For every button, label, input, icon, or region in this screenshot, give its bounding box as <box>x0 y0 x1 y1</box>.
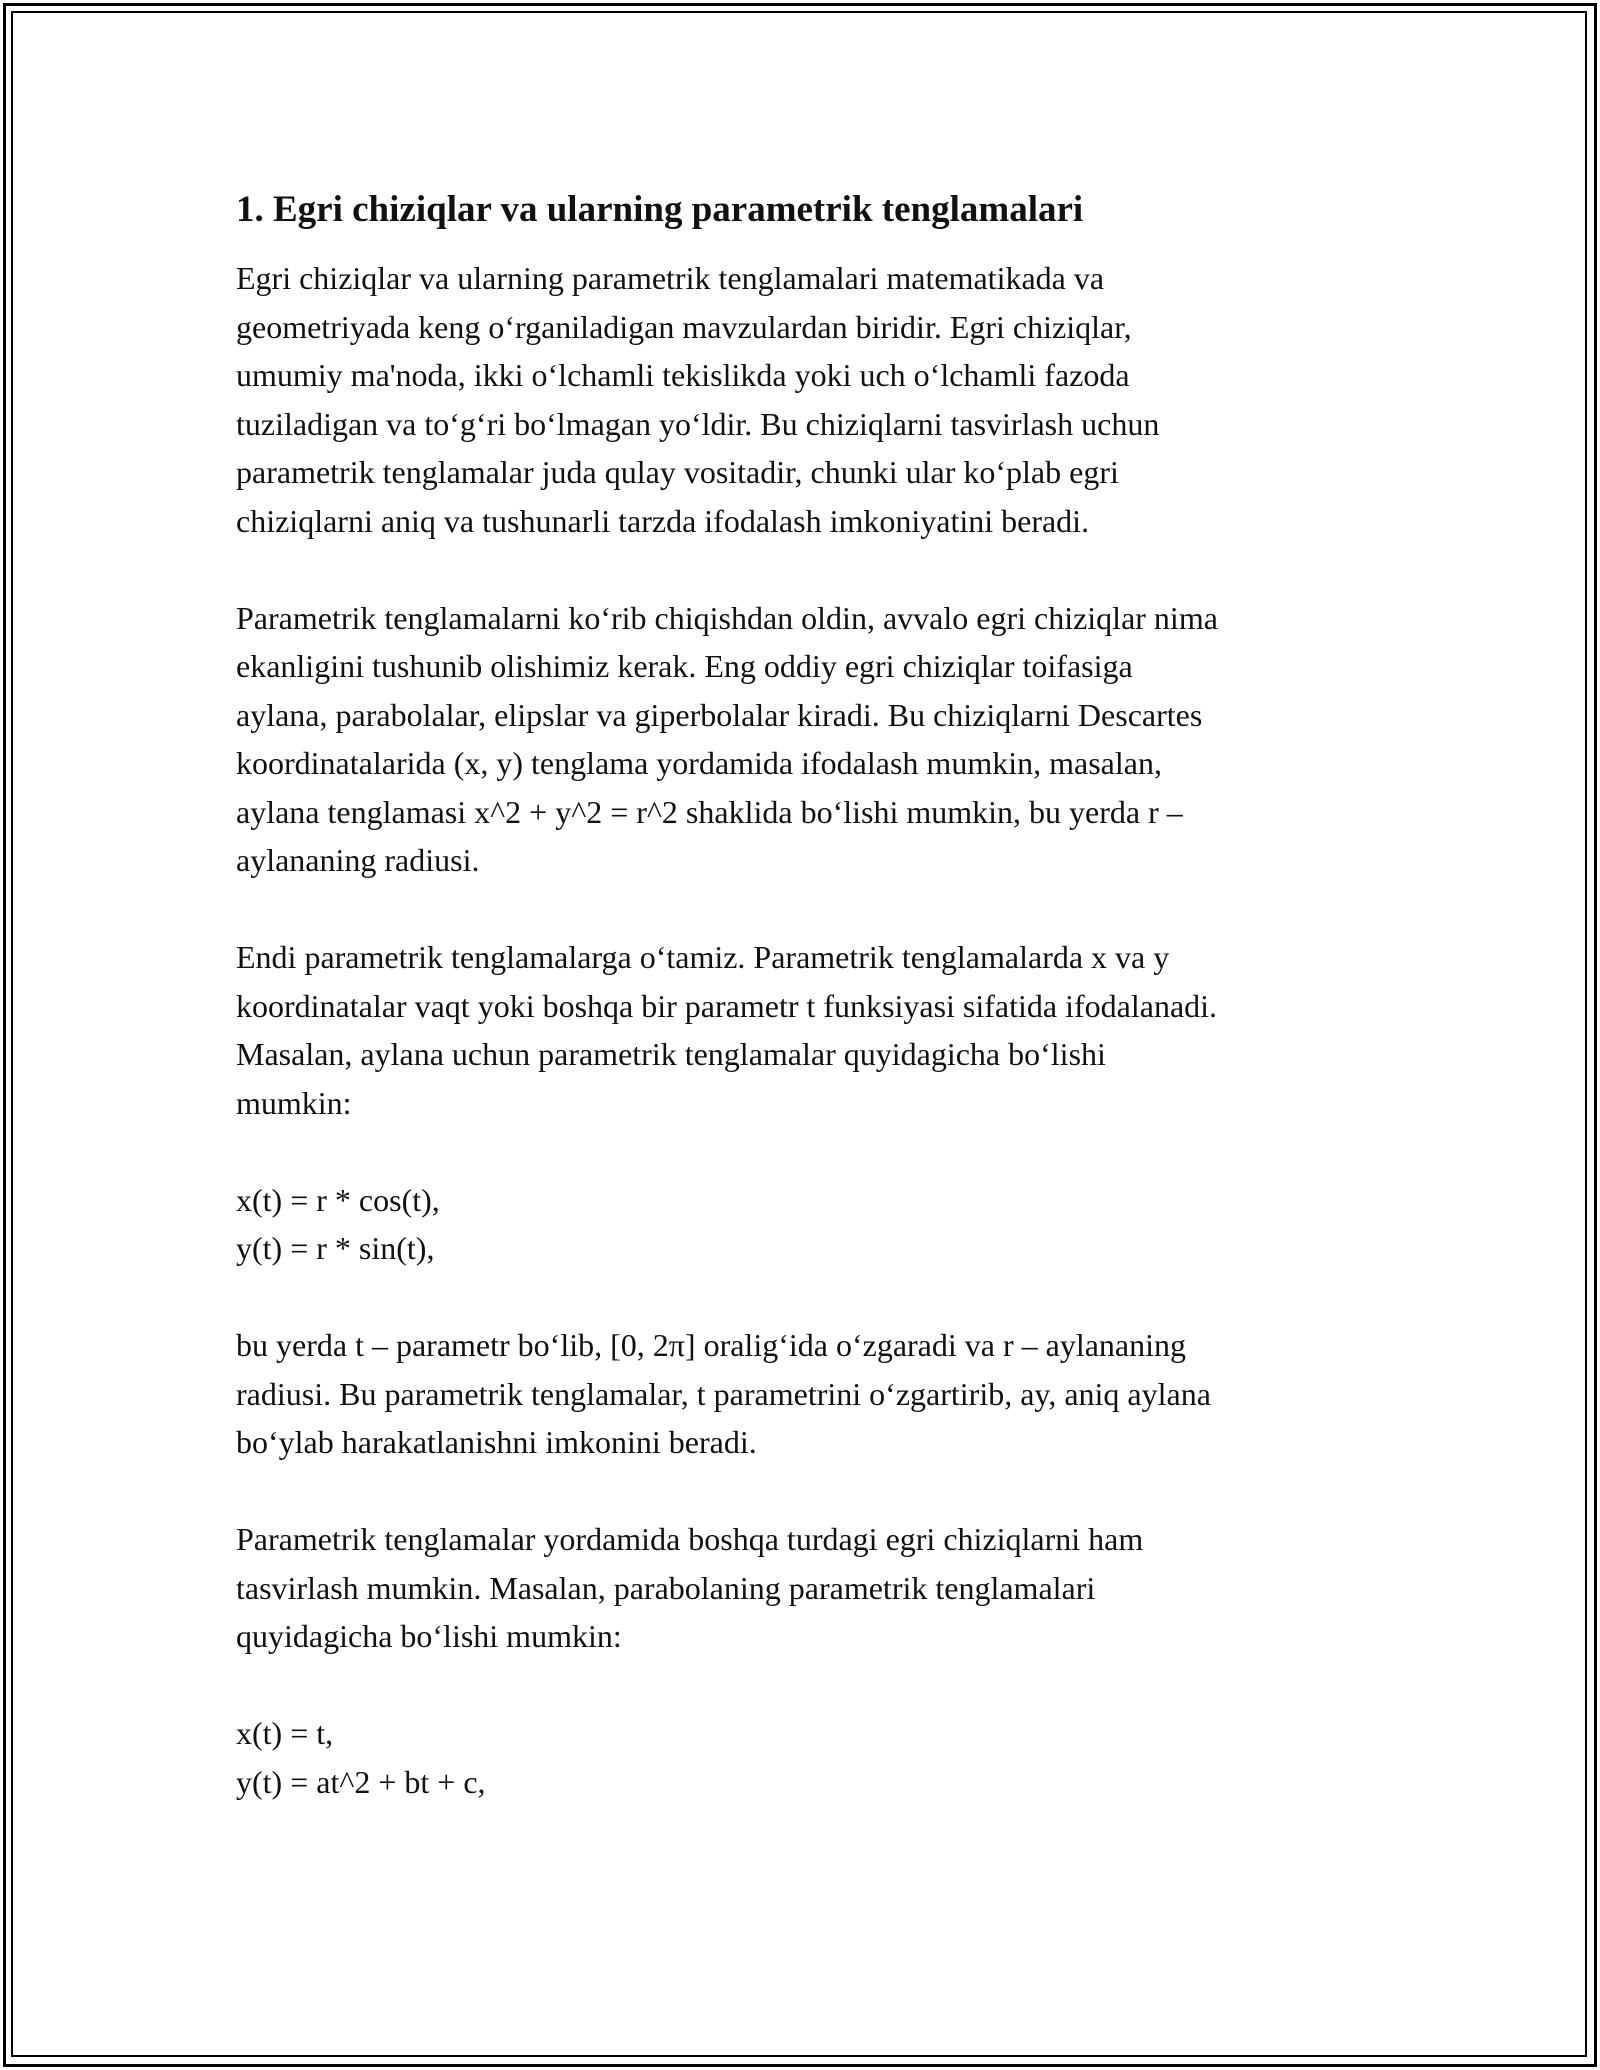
text-line: Parametrik tenglamalar yordamida boshqa turdagi egri chiziqlarni ham <box>236 1521 1144 1557</box>
text-line: tasvirlash mumkin. Masalan, parabolaning parametrik tenglamalari <box>236 1569 1096 1606</box>
text-line: geometriyada keng o‘rganiladigan mavzulardan biridir. Egri chiziqlar, <box>236 308 1132 345</box>
section-heading: 1. Egri chiziqlar va ularning parametrik tenglamalari <box>236 189 1084 230</box>
paragraph-parabola <box>236 1515 1376 1661</box>
text-line: aylananing radiusi. <box>236 842 480 878</box>
document-body <box>236 186 1376 1855</box>
text-line: Parametrik tenglamalarni ko‘rib chiqishdan oldin, avvalo egri chiziqlar nima <box>236 599 1218 636</box>
text-line: chiziqlarni aniq va tushunarli tarzda ifodalash imkoniyatini beradi. <box>236 502 1090 539</box>
formula-circle <box>236 1176 1376 1273</box>
paragraph-intro <box>236 254 1376 545</box>
text-line: Endi parametrik tenglamalarga o‘tamiz. Parametrik tenglamalarda x va y <box>236 939 1170 975</box>
text-line: aylana tenglamasi x^2 + y^2 = r^2 shaklida bo‘lishi mumkin, bu yerda r – <box>236 793 1183 830</box>
formula-line: x(t) = t, <box>236 1715 334 1751</box>
paragraph-parametric <box>236 933 1376 1127</box>
text-line: koordinatalarida (x, y) tenglama yordamida ifodalash mumkin, masalan, <box>236 745 1162 781</box>
text-line: parametrik tenglamalar juda qulay vositadir, chunki ular ko‘plab egri <box>236 454 1119 490</box>
text-line: koordinatalar vaqt yoki boshqa bir parametr t funksiyasi sifatida ifodalanadi. <box>236 987 1218 1024</box>
paragraph-curves <box>236 594 1376 885</box>
text-line: ekanligini tushunib olishimiz kerak. Eng oddiy egri chiziqlar toifasiga <box>236 648 1133 684</box>
text-line: bo‘ylab harakatlanishni imkonini beradi. <box>236 1424 757 1460</box>
text-line: mumkin: <box>236 1084 352 1121</box>
text-line: Egri chiziqlar va ularning parametrik tenglamalari matematikada va <box>236 260 1105 296</box>
formula-line: x(t) = r * cos(t), <box>236 1181 440 1218</box>
formula-parabola <box>236 1709 1376 1806</box>
text-line: umumiy ma'noda, ikki o‘lchamli tekislikda yoki uch o‘lchamli fazoda <box>236 357 1130 393</box>
formula-line: y(t) = at^2 + bt + c, <box>236 1763 486 1800</box>
text-line: radiusi. Bu parametrik tenglamalar, t parametrini o‘zgartirib, ay, aniq aylana <box>236 1375 1211 1412</box>
text-line: aylana, parabolalar, elipslar va giperbolalar kiradi. Bu chiziqlarni Descartes <box>236 696 1203 733</box>
paragraph-circle-explanation <box>236 1321 1376 1467</box>
text-line: Masalan, aylana uchun parametrik tenglamalar quyidagicha bo‘lishi <box>236 1036 1106 1072</box>
text-line: tuziladigan va to‘g‘ri bo‘lmagan yo‘ldir. Bu chiziqlarni tasvirlash uchun <box>236 405 1160 442</box>
formula-line: y(t) = r * sin(t), <box>236 1230 435 1266</box>
text-line: bu yerda t – parametr bo‘lib, [0, 2π] oralig‘ida o‘zgaradi va r – aylananing <box>236 1327 1187 1363</box>
text-line: quyidagicha bo‘lishi mumkin: <box>236 1618 622 1654</box>
